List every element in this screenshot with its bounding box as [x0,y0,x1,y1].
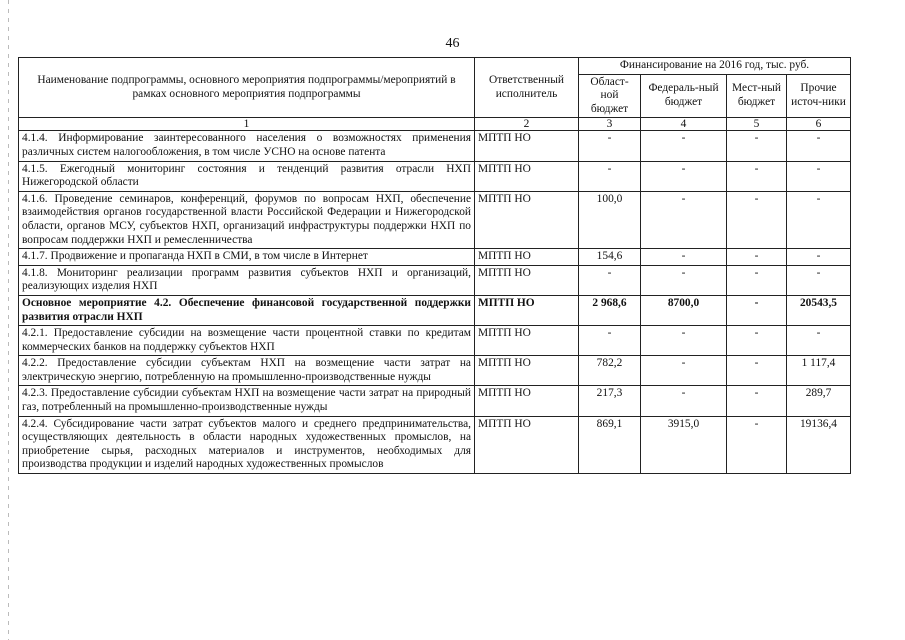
cell-federal: 8700,0 [641,295,727,325]
cell-regional: 154,6 [579,249,641,266]
cell-responsible: МПТП НО [475,265,579,295]
cell-regional: 100,0 [579,191,641,248]
cell-other: - [787,161,851,191]
cell-name: 4.2.2. Предоставление субсидии субъектам НХП на возмещение части затрат на электрическую энергию, потребленную на промышленно-производственные нужды [19,356,475,386]
cell-federal: - [641,161,727,191]
header-local: Мест-ный бюджет [727,74,787,118]
cell-other: 19136,4 [787,416,851,473]
cell-responsible: МПТП НО [475,161,579,191]
cell-federal: - [641,265,727,295]
cell-local: - [727,191,787,248]
cell-federal: - [641,326,727,356]
header-financing: Финансирование на 2016 год, тыс. руб. [579,58,851,75]
cell-regional: - [579,161,641,191]
header-federal: Федераль-ный бюджет [641,74,727,118]
table-body [19,131,851,474]
cell-responsible: МПТП НО [475,249,579,266]
cell-federal: - [641,386,727,416]
table-row [19,249,851,266]
cell-local: - [727,131,787,161]
cell-other: - [787,191,851,248]
column-number: 5 [727,118,787,131]
cell-responsible: МПТП НО [475,326,579,356]
cell-other: 20543,5 [787,295,851,325]
cell-name: 4.1.5. Ежегодный мониторинг состояния и тенденций развития отрасли НХП Нижегородской области [19,161,475,191]
table-row [19,386,851,416]
cell-regional: - [579,265,641,295]
header-name: Наименование подпрограммы, основного мероприятия подпрограммы/мероприятий в рамках основного мероприятия подпрограммы [19,58,475,118]
cell-other: - [787,249,851,266]
cell-local: - [727,356,787,386]
cell-name: Основное мероприятие 4.2. Обеспечение финансовой государственной поддержки развития отрасли НХП [19,295,475,325]
table-row [19,295,851,325]
cell-name: 4.1.7. Продвижение и пропаганда НХП в СМИ, в том числе в Интернет [19,249,475,266]
cell-other: - [787,326,851,356]
cell-other: - [787,265,851,295]
cell-responsible: МПТП НО [475,131,579,161]
cell-name: 4.1.4. Информирование заинтересованного населения о возможностях применения различных систем налогообложения, в том числе УСНО на основе патента [19,131,475,161]
cell-responsible: МПТП НО [475,295,579,325]
cell-responsible: МПТП НО [475,191,579,248]
table-row [19,131,851,161]
cell-local: - [727,326,787,356]
header-responsible: Ответственный исполнитель [475,58,579,118]
cell-regional: 869,1 [579,416,641,473]
cell-federal: 3915,0 [641,416,727,473]
table-row [19,326,851,356]
cell-federal: - [641,191,727,248]
cell-responsible: МПТП НО [475,416,579,473]
cell-local: - [727,161,787,191]
cell-other: 1 117,4 [787,356,851,386]
cell-local: - [727,265,787,295]
cell-local: - [727,295,787,325]
cell-regional: 2 968,6 [579,295,641,325]
cell-responsible: МПТП НО [475,386,579,416]
column-number: 3 [579,118,641,131]
cell-federal: - [641,356,727,386]
header-other: Прочие источ-ники [787,74,851,118]
header-regional: Област-ной бюджет [579,74,641,118]
cell-name: 4.1.8. Мониторинг реализации программ развития субъектов НХП и организаций, реализующих изделия НХП [19,265,475,295]
cell-local: - [727,416,787,473]
cell-regional: 217,3 [579,386,641,416]
table-row [19,416,851,473]
table-row [19,191,851,248]
financing-table [18,57,851,474]
cell-other: 289,7 [787,386,851,416]
cell-local: - [727,249,787,266]
cell-name: 4.1.6. Проведение семинаров, конференций, форумов по вопросам НХП, обеспечение взаимодействия органов государственной власти Российской Федерации и Нижегородской области, органов МСУ, субъектов НХП, организаций инфраструктуры поддержки НХП по вопросам поддержки НХП и ремесленничества [19,191,475,248]
table-row [19,161,851,191]
column-numbers-row [19,118,851,131]
cell-name: 4.2.4. Субсидирование части затрат субъектов малого и среднего предпринимательства, осуществляющих деятельность в области народных художественных промыслов, на приобретение сырья, расходных материалов и инструментов, необходимых для производства продукции и изделий народных художественных промыслов [19,416,475,473]
cell-regional: - [579,131,641,161]
page-number: 46 [445,36,460,51]
column-number: 6 [787,118,851,131]
table-row [19,265,851,295]
cell-responsible: МПТП НО [475,356,579,386]
cell-other: - [787,131,851,161]
cell-name: 4.2.1. Предоставление субсидии на возмещение части процентной ставки по кредитам коммерческих банков на поддержку субъектов НХП [19,326,475,356]
column-number: 4 [641,118,727,131]
cell-regional: - [579,326,641,356]
cell-name: 4.2.3. Предоставление субсидии субъектам НХП на возмещение части затрат на природный газ, потребленный на промышленно-производственные нужды [19,386,475,416]
column-number: 2 [475,118,579,131]
table-row [19,356,851,386]
cell-regional: 782,2 [579,356,641,386]
column-number: 1 [19,118,475,131]
cell-local: - [727,386,787,416]
cell-federal: - [641,131,727,161]
scan-edge-mark [8,0,9,640]
cell-federal: - [641,249,727,266]
